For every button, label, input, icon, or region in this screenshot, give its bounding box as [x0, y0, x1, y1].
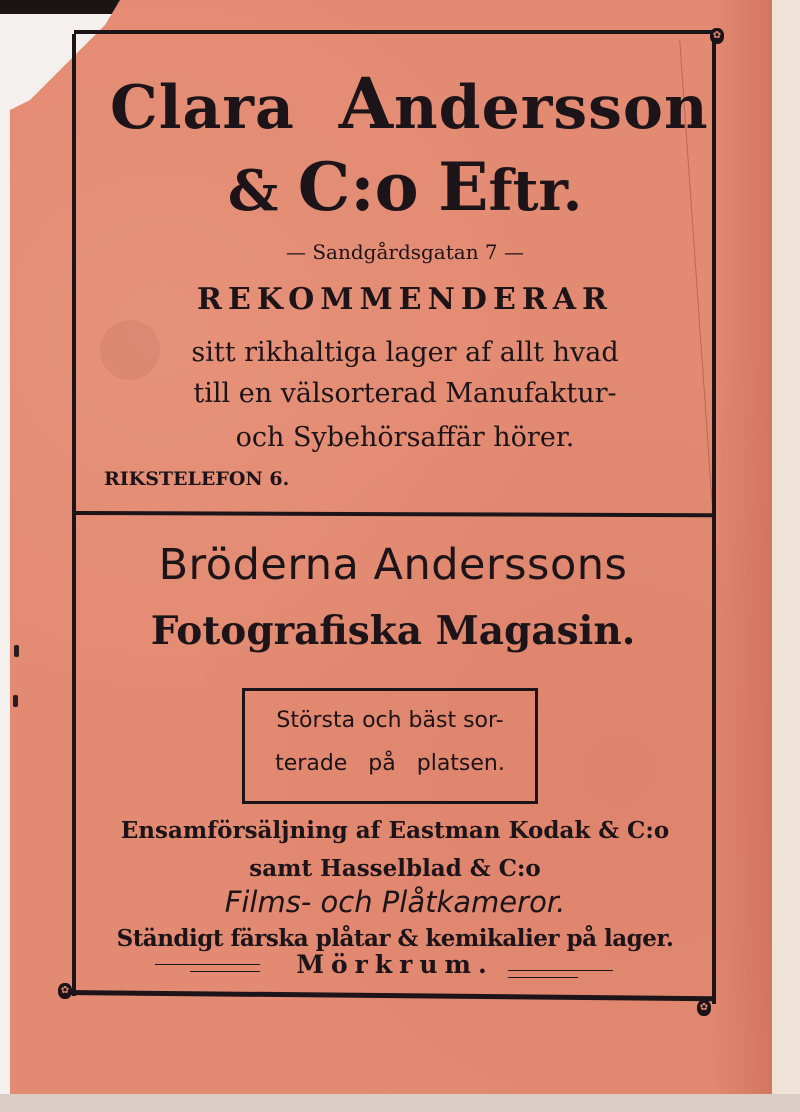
boxed-slogan — [242, 688, 538, 804]
frame-right-border — [712, 34, 716, 1004]
company-co: C:o — [297, 148, 419, 226]
rose-ornament-icon: ✿ — [710, 28, 724, 44]
telephone: RIKSTELEFON 6. — [104, 468, 290, 490]
rose-ornament-icon: ✿ — [697, 1000, 711, 1016]
page-bottom-shadow — [0, 1094, 800, 1112]
decorative-rule — [508, 970, 613, 971]
product-line: Ständigt färska plåtar & kemikalier på lager. — [116, 925, 674, 952]
initial-letter: A — [338, 62, 395, 145]
adjacent-page-edge — [770, 0, 800, 1112]
product-line: samt Hasselblad & C:o — [249, 855, 541, 882]
body-line: till en välsorterad Manufaktur- — [193, 378, 617, 409]
company-first-name: Clara — [110, 73, 295, 143]
frame-top-border — [74, 30, 714, 34]
initial-letter: E — [438, 148, 489, 226]
product-line: Ensamförsäljning af Eastman Kodak & C:o — [120, 817, 670, 844]
product-line-italic: Films- och Plåtkameror. — [224, 885, 566, 919]
headline: REKOMMENDERAR — [197, 282, 613, 317]
slogan-line: terade på platsen. — [275, 751, 505, 776]
margin-mark — [14, 645, 19, 657]
shop-title: Bröderna Anderssons — [158, 540, 628, 590]
decorative-rule — [508, 977, 578, 978]
ampersand: & — [227, 158, 279, 224]
slogan-line: Största och bäst sor- — [276, 708, 504, 733]
address: — Sandgårdsgatan 7 — — [285, 240, 525, 264]
company-name-line2 — [110, 148, 700, 226]
company-eftr: ftr. — [488, 158, 583, 224]
darkroom-footer: Mörkrum. — [296, 950, 494, 979]
margin-mark — [13, 695, 18, 707]
body-line: sitt rikhaltiga lager af allt hvad — [191, 337, 619, 368]
company-surname: ndersson — [394, 73, 709, 143]
decorative-rule — [155, 964, 260, 965]
shop-subtitle: Fotografiska Magasin. — [150, 608, 636, 654]
company-name-line1 — [110, 62, 709, 145]
rose-ornament-icon: ✿ — [58, 983, 72, 999]
body-line: och Sybehörsaffär hörer. — [235, 422, 575, 453]
